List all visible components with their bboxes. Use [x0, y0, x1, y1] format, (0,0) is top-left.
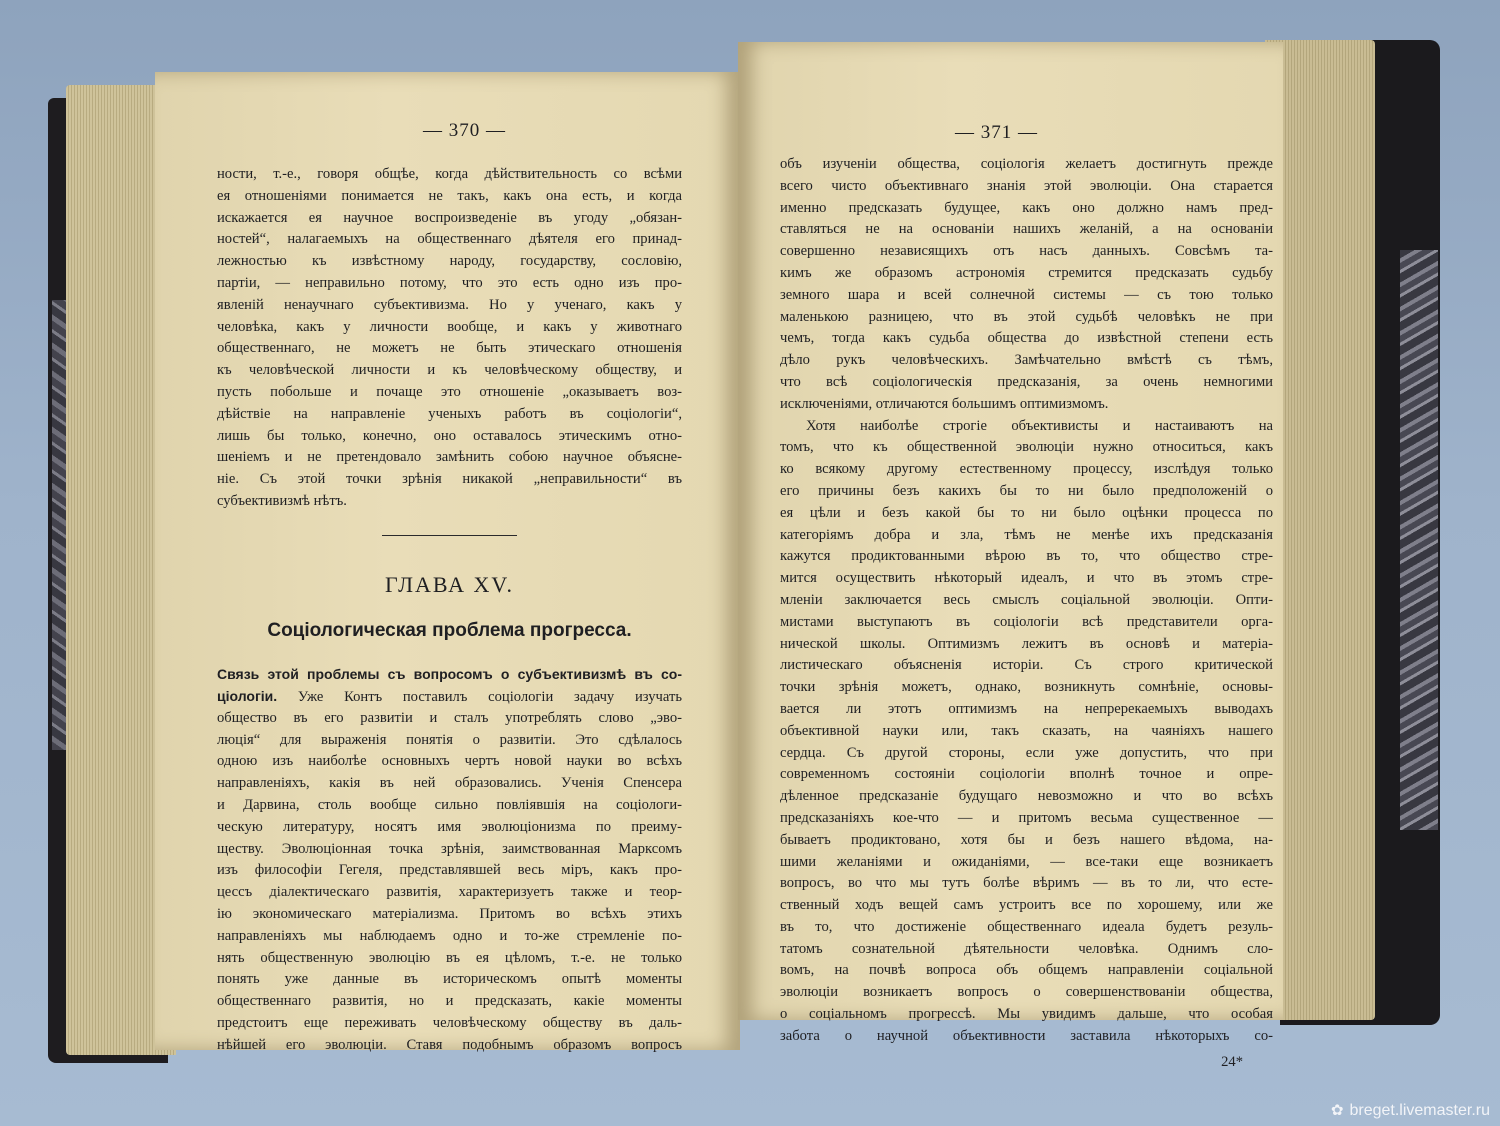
text-line: забота о научной объективности заставила нѣкоторыхъ со-: [780, 1027, 1273, 1044]
text-line: въ то, что достиженіе общественнаго идеала будетъ резуль-: [780, 918, 1273, 935]
paragraph-continued: [217, 164, 682, 513]
text-line: къ человѣческой личности и къ человѣческому обществу, и: [217, 362, 682, 379]
text-line: что всѣ соціологическія предсказанія, за очень немногими: [780, 373, 1273, 390]
text-line: сердца. Съ другой стороны, если уже допустить, что при: [780, 744, 1273, 761]
text-line: кимъ же образомъ астрономія стремится предсказать судьбу: [780, 264, 1273, 281]
text-line: современномъ состояніи соціологіи вполнѣ точное и опре-: [780, 766, 1273, 783]
printer-signature-mark: 24*: [1221, 1053, 1243, 1070]
text-line: точки зрѣнія можетъ, однако, возникнуть сомнѣніе, основы-: [780, 679, 1273, 696]
text-line: [217, 664, 682, 686]
text-line: явленій ненаучнаго субъективизма. Но у ученаго, какъ у: [217, 296, 682, 313]
text-line: маленькою разницею, что въ этой судьбѣ человѣкъ не при: [780, 308, 1273, 325]
watermark-text: breget.livemaster.ru: [1349, 1102, 1490, 1119]
text-line: мится осуществить нѣкоторый идеалъ, и что въ этомъ стре-: [780, 570, 1273, 587]
text-run: Уже Контъ поставилъ соціологіи задачу изучать: [277, 689, 682, 706]
text-line: цессъ діалектическаго развитія, характеризуетъ также и теор-: [217, 884, 682, 901]
text-line: мистами выступаютъ въ соціологіи всѣ представители орга-: [780, 613, 1273, 630]
text-line: понять уже данные въ историческомъ опытѣ моменты: [217, 971, 682, 988]
text-line: дѣленное предсказаніе будущаго невозможно и что во всѣхъ: [780, 788, 1273, 805]
text-line: совершенно независящихъ отъ насъ данныхъ. Совсѣмъ та-: [780, 243, 1273, 260]
text-line: о соціальномъ прогрессѣ. Мы увидимъ дальше, что особая: [780, 1006, 1273, 1023]
text-line: ществу. Эволюціонная точка зрѣнія, заимствованная Марксомъ: [217, 840, 682, 857]
watermark: [1331, 1101, 1490, 1120]
text-line: партіи, — неправильно потому, что это есть одно изъ про-: [217, 274, 682, 291]
text-line: листическаго объясненія исторіи. Съ строго критической: [780, 657, 1273, 674]
text-line: ческую литературу, носятъ имя эволюціонизма по преиму-: [217, 818, 682, 835]
text-line: нѣйшей его эволюціи. Ставя подобнымъ образомъ вопросъ: [217, 1036, 682, 1053]
page-number: — 371 —: [955, 122, 1038, 143]
text-line: ію экономическаго матеріализма. Притомъ во всѣхъ этихъ: [217, 906, 682, 923]
text-line: эволюціи возникаетъ вопросъ о совершенствованіи общества,: [780, 984, 1273, 1001]
right-page: [738, 42, 1283, 1070]
text-line: дѣло рукъ человѣческихъ. Замѣчательно вмѣстѣ съ тѣмъ,: [780, 352, 1273, 369]
text-line: шеніемъ и не претендовало замѣнить собою научное объясне-: [217, 449, 682, 466]
text-line: люція“ для выраженія понятія о развитіи. Это сдѣлалось: [217, 731, 682, 748]
text-line: изъ философіи Гегеля, представлявшей весь міръ, какъ про-: [217, 862, 682, 879]
text-line: нять общественную эволюцію въ ея цѣломъ, т.-е. не только: [217, 949, 682, 966]
text-line: его причины безъ какихъ бы то ни было предположеній о: [780, 482, 1273, 499]
text-line: ности, т.-е., говоря общѣе, когда дѣйствительность со всѣми: [217, 166, 682, 182]
text-line: бываетъ продиктовано, хотя бы и безъ нашего вѣдома, на-: [780, 831, 1273, 848]
text-line: татомъ сознательной дѣятельности человѣка. Однимъ сло-: [780, 940, 1273, 957]
text-line: субъективизмѣ нѣтъ.: [217, 492, 347, 509]
text-line: общественнаго, не можетъ не быть этическаго отношенія: [217, 340, 682, 357]
text-line: вомъ, на почвѣ вопроса объ общемъ направленіи соціальной: [780, 962, 1273, 979]
text-line: и Дарвина, столь вообще сильно повліявшія на соціологи-: [217, 797, 682, 814]
marbled-board-right: [1400, 250, 1438, 830]
text-line: направленіяхъ, какія въ ней образовались. Ученія Спенсера: [217, 775, 682, 792]
text-line: исключеніями, отличаются большимъ оптимизмомъ.: [780, 395, 1109, 412]
text-line: одною изъ наиболѣе основныхъ чертъ новой науки во всѣхъ: [217, 753, 682, 770]
text-line: категоріямъ добра и зла, тѣмъ не менѣе ихъ предсказанія: [780, 526, 1273, 543]
text-line: пусть побольше и почаще это отношеніе „оказываетъ воз-: [217, 383, 682, 400]
page-number: — 370 —: [423, 120, 506, 141]
text-line: кажутся продиктованными вѣрою въ то, что общество стре-: [780, 548, 1273, 565]
text-line: земного шара и всей солнечной системы — съ тою только: [780, 286, 1273, 303]
chapter-heading: ГЛАВА XV.: [385, 572, 514, 598]
text-line: ставляться не на основаніи нашихъ желаній, а на основаніи: [780, 221, 1273, 238]
text-line: нической школы. Оптимизмъ лежитъ въ основѣ и матеріа-: [780, 635, 1273, 652]
text-line: томъ, что къ общественной эволюціи нужно относиться, какъ: [780, 439, 1273, 456]
left-page: [155, 72, 740, 1053]
text-line: чемъ, тогда какъ судьба общества до извѣстной степени есть: [780, 330, 1273, 347]
text-line: ея цѣли и безъ какой бы то ни было оцѣнки процесса по: [780, 504, 1273, 521]
text-line: общество въ его развитіи и сталъ употреблять слово „эво-: [217, 709, 682, 726]
text-line: предстоитъ еще переживать человѣческому обществу въ даль-: [217, 1015, 682, 1031]
text-line: именно предсказать будущее, какъ оно должно намъ пред-: [780, 199, 1273, 216]
section-paragraph: [217, 664, 682, 1056]
text-line: шими желаніями и ожиданіями, — все-таки еще возникаетъ: [780, 853, 1273, 870]
text-line: объ изученіи общества, соціологія желаетъ достигнуть прежде: [780, 156, 1273, 172]
flower-icon: ✿: [1330, 1102, 1344, 1119]
text-line: человѣка, какъ у личности вообще, и какъ у животнаго: [217, 318, 682, 335]
text-line: всего чисто объективнаго знанія этой эволюціи. Она старается: [780, 177, 1273, 194]
text-line: искажается ея научное воспроизведеніе въ угоду „обязан-: [217, 209, 682, 226]
paragraph: [780, 416, 1273, 1048]
section-separator-rule: [382, 535, 517, 537]
text-line: лежностью къ извѣстному народу, государству, сословію,: [217, 253, 682, 270]
text-line: мленіи заключается весь смыслъ соціальной эволюціи. Опти-: [780, 591, 1273, 608]
text-line: ніе. Съ этой точки зрѣнія никакой „неправильности“ въ: [217, 471, 682, 488]
text-line: вается ли этотъ оптимизмъ на непререкаемыхъ выводахъ: [780, 700, 1273, 717]
text-line: вопросъ, во что мы тутъ болѣе вѣримъ — въ то ли, что есте-: [780, 875, 1273, 892]
text-line: ственный ходъ вещей самъ устроитъ все по хорошему, или же: [780, 897, 1273, 914]
text-line: лишь бы только, конечно, оно оставалось этическимъ отно-: [217, 427, 682, 444]
text-line: Хотя наиболѣе строгіе объективисты и настаиваютъ на: [806, 417, 1273, 434]
paragraph-continued: [780, 154, 1273, 416]
text-line: ко всякому другому естественному процессу, изслѣдуя только: [780, 461, 1273, 478]
chapter-title: Соціологическая проблема прогресса.: [267, 620, 632, 642]
text-line: дѣйствіе на направленіе ученыхъ работъ въ соціологіи“,: [217, 405, 682, 422]
section-lead-bold: Связь этой проблемы съ вопросомъ о субъективизмѣ въ со-: [217, 666, 682, 683]
text-line: ностей“, налагаемыхъ на общественнаго дѣятеля его принад-: [217, 231, 682, 248]
text-line: предсказаніяхъ кое-что — и притомъ весьма существенное —: [780, 809, 1273, 826]
text-line: [217, 686, 682, 708]
text-line: общественнаго развитія, но и предсказать, какіе моменты: [217, 993, 682, 1010]
text-line: ея отношеніями понимается не такъ, какъ она есть, и когда: [217, 187, 682, 204]
text-line: объективной науки или, такъ сказать, на чаяніяхъ нашего: [780, 722, 1273, 739]
text-line: направленіяхъ мы наблюдаемъ одно и то-же стремленіе по-: [217, 927, 682, 944]
section-lead-bold: ціологіи.: [217, 688, 278, 705]
